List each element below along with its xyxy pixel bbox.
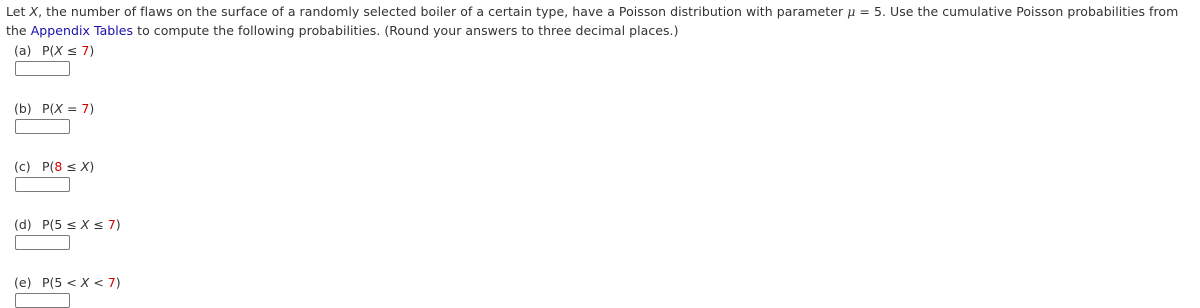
part-a-expression (42, 43, 94, 58)
part-b-expr-op: = (63, 100, 82, 116)
part-b-expression (42, 101, 94, 116)
part-b (14, 98, 1194, 134)
part-c-header (14, 156, 1194, 176)
part-c (14, 156, 1194, 192)
part-d-expr-num: 7 (107, 216, 116, 232)
part-d-expr-post: ) (115, 216, 121, 232)
intro-text-4: to compute the following probabilities. (Round your answers to three decimal places.) (133, 23, 679, 38)
intro-text-2: , the number of flaws on the surface of a randomly selected boiler of a certain type, have a Poisson distribution with parameter (38, 4, 848, 19)
answer-input-a[interactable] (15, 61, 70, 76)
part-b-expr-post: ) (89, 100, 95, 116)
part-a (14, 40, 1194, 76)
part-a-header (14, 40, 1194, 60)
part-a-label: (a) (14, 42, 32, 58)
part-c-label: (c) (14, 158, 31, 174)
intro-mu-symbol: μ (847, 4, 856, 19)
part-c-expr-var: X (80, 158, 90, 174)
part-c-expr-post: ) (89, 158, 95, 174)
intro-variable-x: X (29, 4, 39, 19)
part-a-expr-op: ≤ (63, 42, 82, 58)
part-e-expr-pre: P(5 < (42, 274, 81, 290)
part-e-label: (e) (14, 274, 32, 290)
part-b-label: (b) (14, 100, 32, 116)
part-b-header (14, 98, 1194, 118)
part-b-expr-num: 7 (81, 100, 90, 116)
part-a-expr-var: X (54, 42, 63, 58)
part-d-expr-op: ≤ (89, 216, 108, 232)
part-d-expression (42, 217, 121, 232)
part-c-expr-num: 8 (54, 158, 63, 174)
part-d-header (14, 214, 1194, 234)
answer-input-c[interactable] (15, 177, 70, 192)
part-e-expression (42, 275, 121, 290)
answer-input-d[interactable] (15, 235, 70, 250)
appendix-tables-link[interactable]: Appendix Tables (30, 23, 134, 38)
part-c-expr-op: ≤ (62, 158, 81, 174)
part-e-expr-num: 7 (107, 274, 116, 290)
part-a-expr-num: 7 (81, 42, 90, 58)
part-e (14, 272, 1194, 308)
part-e-expr-op: < (89, 274, 108, 290)
part-a-expr-pre: P( (42, 42, 55, 58)
part-d-expr-var: X (80, 216, 90, 232)
intro-text-3: = 5. Use the cumulative Poisson probabilities from the (6, 4, 1179, 38)
part-d-label: (d) (14, 216, 32, 232)
intro-text-1: Let (6, 4, 30, 19)
part-d (14, 214, 1194, 250)
question-text (6, 2, 1194, 40)
part-b-expr-pre: P( (42, 100, 55, 116)
part-b-expr-var: X (54, 100, 63, 116)
part-e-header (14, 272, 1194, 292)
part-e-expr-post: ) (115, 274, 121, 290)
part-c-expr-pre: P( (42, 158, 55, 174)
part-d-expr-pre: P(5 ≤ (42, 216, 81, 232)
part-a-expr-post: ) (89, 42, 95, 58)
answer-input-e[interactable] (15, 293, 70, 308)
answer-input-b[interactable] (15, 119, 70, 134)
part-c-expression (42, 159, 94, 174)
part-e-expr-var: X (80, 274, 90, 290)
